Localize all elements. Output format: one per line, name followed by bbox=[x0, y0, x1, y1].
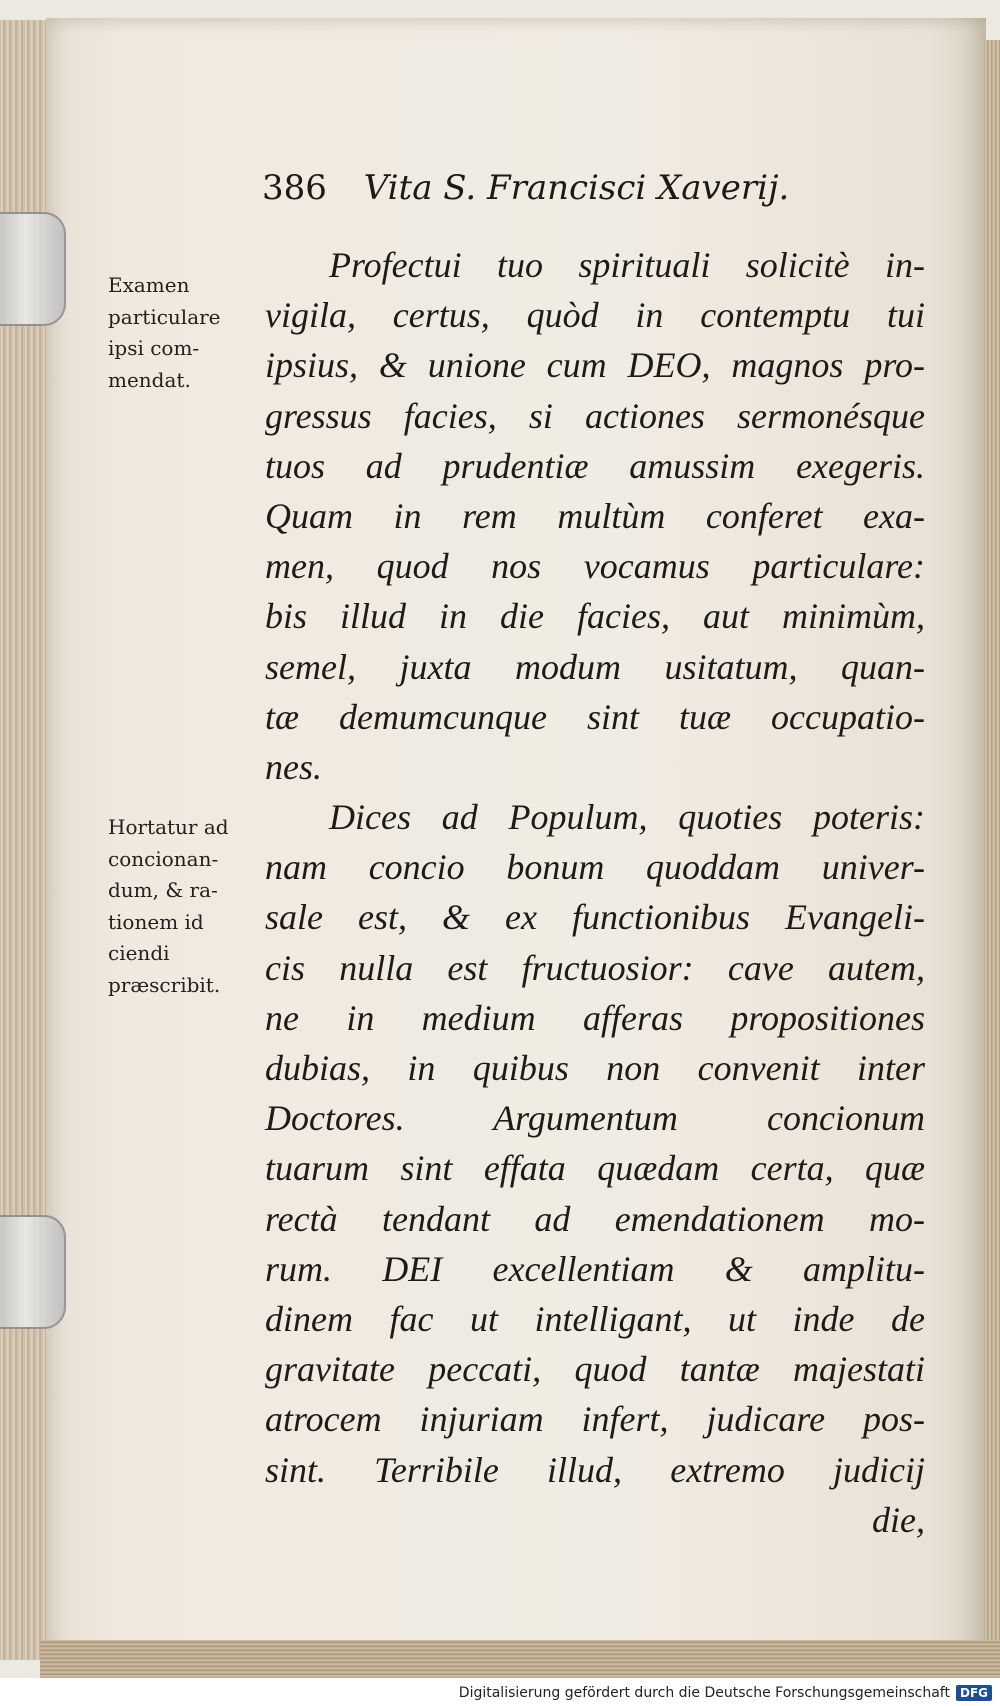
body-line: Quam in rem multùm conferet exa- bbox=[265, 495, 925, 536]
body-line: tuos ad prudentiæ amussim exegeris. bbox=[265, 445, 925, 486]
footer-credit-text: Digitalisierung gefördert durch die Deutsche Forschungsgemeinschaft bbox=[458, 1684, 950, 1701]
margin-note-examen bbox=[108, 270, 268, 396]
body-line: dinem fac ut intelligant, ut inde de bbox=[265, 1298, 925, 1339]
margin-note-line: Hortatur ad bbox=[108, 815, 229, 839]
book-page-edges-right bbox=[984, 40, 1000, 1640]
margin-note-line: ipsi com- bbox=[108, 336, 200, 360]
body-line: tuarum sint effata quædam certa, quæ bbox=[265, 1148, 925, 1189]
dfg-logo-icon: DFG bbox=[956, 1685, 992, 1701]
page-header bbox=[262, 168, 842, 216]
margin-note-hortatur bbox=[108, 812, 268, 1001]
margin-note-line: Examen bbox=[108, 273, 190, 297]
body-line: sale est, & ex functionibus Evangeli- bbox=[265, 897, 925, 938]
page-clip-bottom bbox=[0, 1215, 66, 1329]
running-title: Vita S. Francisci Xaverij. bbox=[363, 168, 790, 208]
margin-note-line: particulare bbox=[108, 304, 221, 329]
book-page-edges-bottom bbox=[40, 1640, 1000, 1678]
body-line: ne in medium afferas propositiones bbox=[265, 997, 925, 1038]
margin-note-line: ciendi bbox=[108, 941, 170, 965]
margin-note-line: tionem id bbox=[108, 909, 204, 934]
body-line: semel, juxta modum usitatum, quan- bbox=[265, 646, 925, 687]
body-line: atrocem injuriam infert, judicare pos- bbox=[265, 1399, 925, 1440]
page-clip-top bbox=[0, 212, 66, 326]
body-text bbox=[265, 240, 925, 1545]
body-line: Doctores. Argumentum concionum bbox=[265, 1098, 925, 1139]
body-line: gressus facies, si actiones sermonésque bbox=[265, 395, 925, 436]
body-line: men, quod nos vocamus particulare: bbox=[265, 546, 925, 587]
margin-note-line: dum, & ra- bbox=[108, 878, 218, 902]
body-line: dubias, in quibus non convenit inter bbox=[265, 1048, 925, 1088]
body-line: sint. Terribile illud, extremo judicij bbox=[265, 1449, 925, 1490]
body-line: rum. DEI excellentiam & amplitu- bbox=[265, 1248, 925, 1289]
body-line: tæ demumcunque sint tuæ occupatio- bbox=[265, 696, 925, 737]
margin-note-line: concionan- bbox=[108, 846, 219, 871]
body-line: nes. bbox=[265, 746, 322, 787]
body-line: ipsius, & unione cum DEO, magnos pro- bbox=[265, 345, 925, 386]
body-line: vigila, certus, quòd in contemptu tui bbox=[265, 295, 925, 336]
page-number: 386 bbox=[262, 168, 327, 208]
body-line: nam concio bonum quoddam univer- bbox=[265, 847, 925, 888]
body-line: Profectui tuo spirituali solicitè in- bbox=[329, 245, 925, 285]
digitization-footer bbox=[0, 1678, 1000, 1707]
body-line: rectà tendant ad emendationem mo- bbox=[265, 1198, 925, 1239]
body-line: bis illud in die facies, aut minimùm, bbox=[265, 596, 925, 637]
body-line: cis nulla est fructuosior: cave autem, bbox=[265, 947, 925, 988]
body-line: Dices ad Populum, quoties poteris: bbox=[329, 797, 925, 838]
catchword: die, bbox=[872, 1499, 925, 1540]
body-line: gravitate peccati, quod tantæ majestati bbox=[265, 1349, 925, 1390]
margin-note-line: mendat. bbox=[108, 367, 191, 392]
margin-note-line: præscribit. bbox=[108, 972, 221, 997]
